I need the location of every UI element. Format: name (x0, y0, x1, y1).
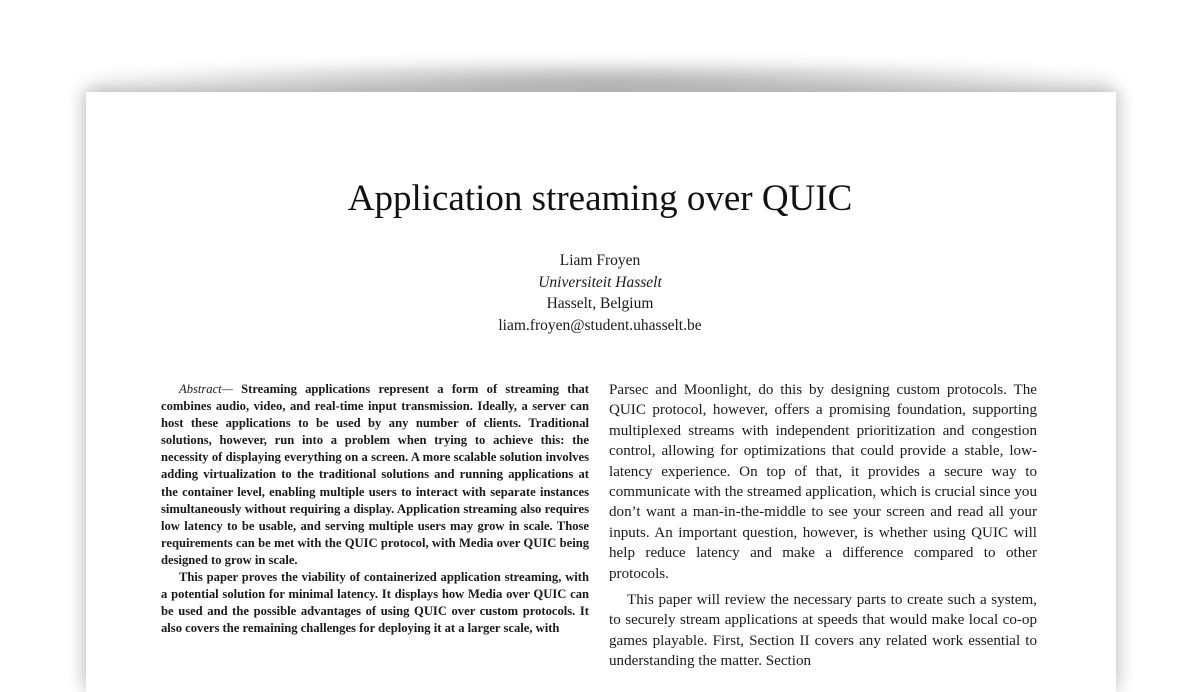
author-location: Hasselt, Belgium (546, 295, 654, 312)
abstract-text: Streaming applications represent a form of streaming that combines audio, video, and real-time input transmission. Ideally, a server can host these applications to be used by any number of clients. Traditional solutions, however, run into a problem when trying to achieve this: the necessity of displaying everything on a screen. A more scalable solution involves adding virtualization to the traditional solutions and running applications at the container level, enabling multiple users to interact with separate instances simultaneously without requiring a display. Application streaming also requires low latency to be usable, and serving multiple users may grow in scale. Those requirements can be met with the QUIC protocol, with Media over QUIC being designed to grow in scale. (161, 382, 589, 567)
abstract-label: Abstract— (179, 382, 233, 396)
author-name: Liam Froyen (559, 252, 641, 269)
abstract-paragraph (161, 381, 589, 569)
body-column (609, 380, 1037, 678)
body-paragraph-1: Parsec and Moonlight, do this by designing custom protocols. The QUIC protocol, however, offers a promising foundation, supporting multiplexed streams with independent prioritization and congestion control, allowing for optimizations that could provide a stable, low-latency experience. On top of that, it provides a secure way to communicate with the streamed application, which is crucial since you don’t want a man-in-the-middle to see your screen and read all your inputs. An important question, however, is whether using QUIC will help reduce latency and make a difference compared to other protocols. (609, 382, 1037, 582)
abstract-paragraph-2: This paper proves the viability of containerized application streaming, with a potential solution for minimal latency. It displays how Media over QUIC can be used and the possible advantages of using QUIC over custom protocols. It also covers the remaining challenges for deploying it at a larger scale, with (161, 570, 589, 636)
body-paragraph-2: This paper will review the necessary parts to create such a system, to securely stream applications at speeds that would make local co-op games playable. First, Section II covers any related work essential to understanding the matter. Section (609, 592, 1037, 670)
abstract-column (161, 381, 589, 637)
paper-title: Application streaming over QUIC (347, 178, 853, 219)
author-block (0, 250, 1200, 336)
author-affiliation: Universiteit Hasselt (538, 273, 662, 291)
author-email: liam.froyen@student.uhasselt.be (498, 316, 702, 334)
